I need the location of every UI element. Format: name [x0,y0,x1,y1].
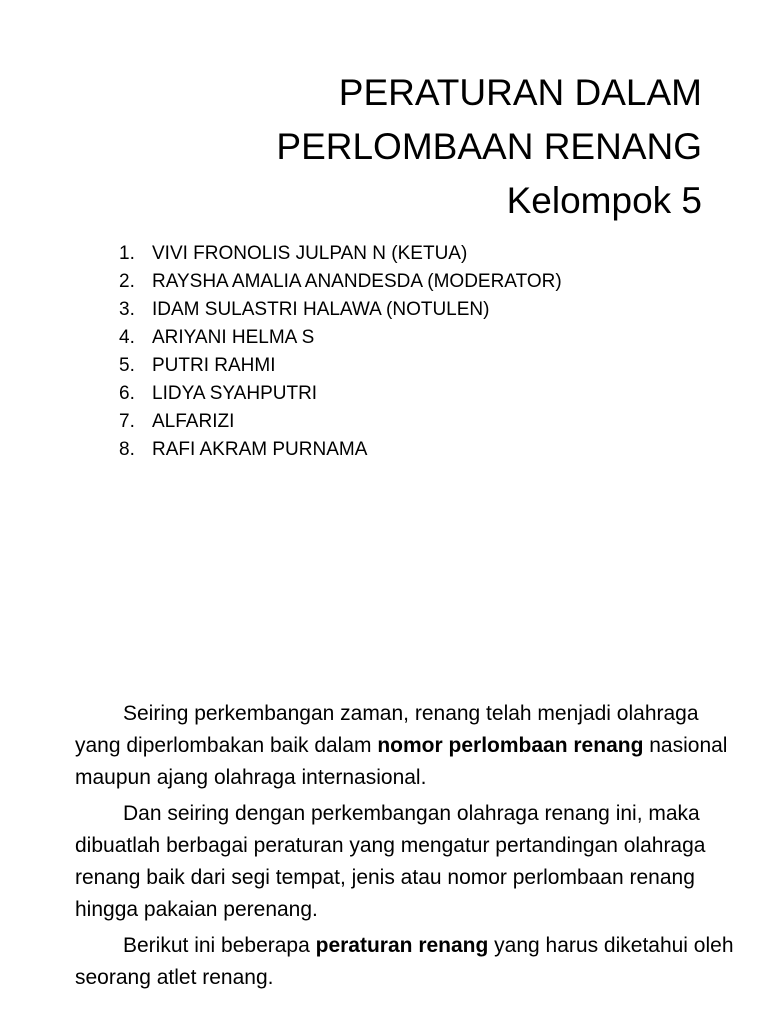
paragraph-text: Dan seiring dengan perkembangan olahraga renang ini, maka dibuatlah berbagai peraturan yang mengatur pertandingan olahraga renang baik dari segi tempat, jenis atau nomor perlombaan renang hingga pakaian perenang. [75,802,706,921]
body-text [75,698,735,998]
list-item [119,324,562,352]
member-name: PUTRI RAHMI [152,355,276,376]
title-line-1: PERATURAN DALAM [338,72,702,113]
list-number: 1. [119,243,135,264]
member-name: RAFI AKRAM PURNAMA [152,439,368,460]
list-item [119,380,562,408]
list-number: 8. [119,439,135,460]
list-item [119,240,562,268]
paragraph-2 [75,798,735,926]
paragraph-1 [75,698,735,794]
paragraph-text: Berikut ini beberapa [123,934,316,957]
member-name: ALFARIZI [152,411,235,432]
slide-title [82,66,702,228]
paragraph-text: Seiring perkembangan zaman, renang telah menjadi olahraga yang diperlombakan baik dalam [75,702,699,757]
list-item [119,296,562,324]
paragraph-text: yang harus diketahui oleh seorang atlet renang. [75,934,734,989]
list-number: 6. [119,383,135,404]
list-number: 3. [119,299,135,320]
list-item [119,408,562,436]
list-number: 5. [119,355,135,376]
list-number: 7. [119,411,135,432]
list-item [119,352,562,380]
member-name: LIDYA SYAHPUTRI [152,383,318,404]
list-item [119,268,562,296]
title-line-3: Kelompok 5 [506,180,702,221]
list-item [119,436,562,464]
bold-phrase: peraturan renang [315,934,489,957]
bold-phrase: nomor perlombaan renang [377,734,644,757]
member-name: ARIYANI HELMA S [152,327,315,348]
paragraph-text: nasional maupun ajang olahraga internasional. [75,734,728,789]
list-number: 2. [119,271,135,292]
title-line-2: PERLOMBAAN RENANG [276,126,702,167]
member-list [119,240,562,464]
member-name: VIVI FRONOLIS JULPAN N (KETUA) [152,243,468,264]
paragraph-3 [75,930,735,994]
list-number: 4. [119,327,135,348]
member-name: IDAM SULASTRI HALAWA (NOTULEN) [152,299,490,320]
member-name: RAYSHA AMALIA ANANDESDA (MODERATOR) [152,271,562,292]
